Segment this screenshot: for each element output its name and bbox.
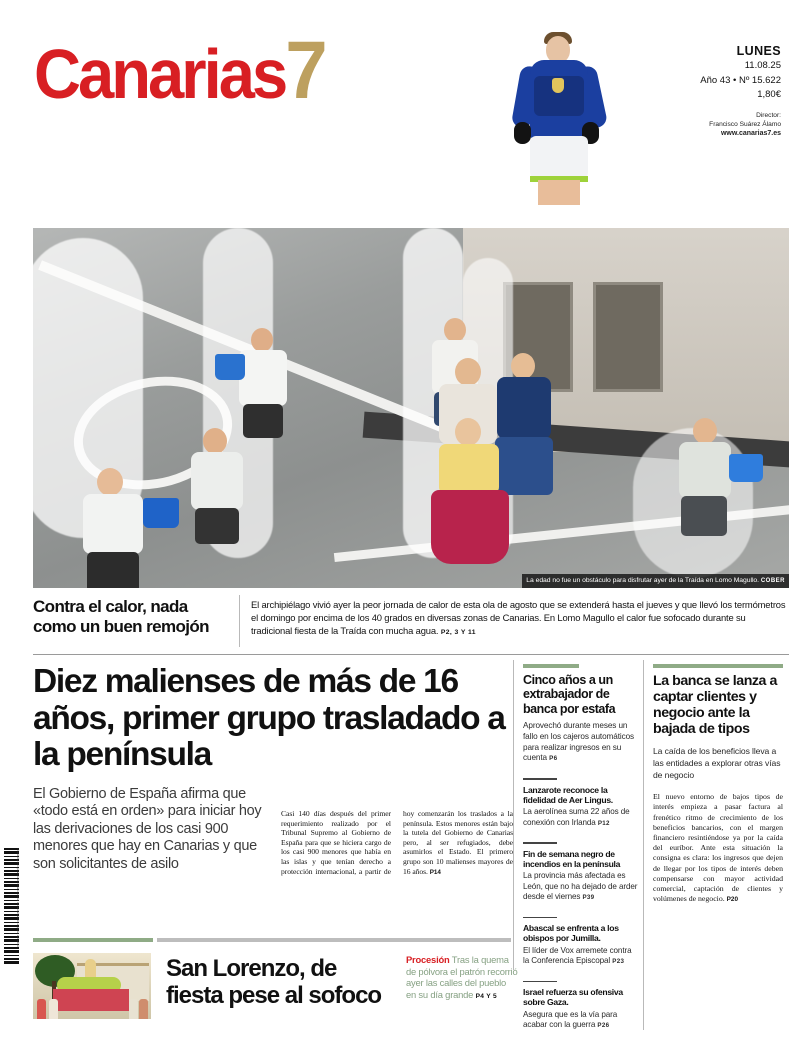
brief-page-ref: P26 (597, 1022, 610, 1030)
photo-person-shorts (681, 496, 727, 536)
col2-page-ref: P20 (726, 896, 738, 904)
lead-body (281, 809, 513, 877)
photo-person-shirt (439, 444, 499, 494)
brief-page-ref: P23 (612, 958, 625, 966)
brief-text (523, 807, 638, 829)
photo-person-skirt (495, 437, 553, 495)
gray-rule (157, 938, 511, 942)
lead-headline[interactable]: Diez malienses de más de 16 años, primer grupo trasladado a la península (33, 663, 505, 773)
bottom-kicker: Procesión (406, 954, 450, 965)
photo-caption (522, 574, 789, 588)
logo-seven: 7 (285, 25, 324, 116)
bottom-photo-person (37, 999, 46, 1019)
photo-summary-title[interactable]: Contra el calor, nada como un buen remojón (33, 597, 209, 636)
masthead-website[interactable]: www.canarias7.es (720, 129, 781, 137)
photo-person-head (251, 328, 273, 352)
player-head (546, 36, 570, 63)
masthead-issue: Año 43 • Nº 15.622 (700, 74, 781, 86)
photo-bucket (143, 498, 179, 528)
bottom-headline[interactable]: San Lorenzo, de fiesta pese al sofoco (166, 955, 382, 1009)
lead-page-ref: P14 (429, 868, 441, 876)
photo-person-head (511, 353, 535, 379)
summary-divider (239, 595, 240, 647)
bottom-photo-person (129, 999, 138, 1019)
main-rule (33, 654, 789, 655)
photo-water-splash (33, 238, 143, 538)
photo-person-head (455, 418, 481, 446)
photo-person-head (97, 468, 123, 496)
bottom-photo-person (49, 999, 58, 1019)
brief-rule (523, 778, 557, 780)
photo-person-shorts (243, 404, 283, 438)
col2-subhead: La caída de los beneficios lleva a las entidades a explorar otras vías de negocio (653, 746, 781, 780)
brief-title: Lanzarote reconoce la fidelidad de Aer Lingus. (523, 784, 613, 805)
summary-page-ref: P2, 3 Y 11 (440, 629, 476, 637)
summary-text: El archipiélago vivió ayer la peor jornada de calor de esta ola de agosto que se extenderá hasta el jueves y que llevó los termómetros el domingo por encima de los 40 grados en diversas zonas de Canarias. En Lomo Magullo el calor fue sofocado durante su tradicional fiesta de la Traída con mucha agua. (251, 599, 786, 637)
brief-rule (523, 981, 557, 983)
brief-item[interactable] (523, 975, 638, 1032)
photo-person-shorts (195, 508, 239, 544)
photo-person-head (455, 358, 481, 386)
brief-title: Abascal se enfrenta a los obispos por Jumilla. (523, 923, 619, 944)
brief-rule (523, 917, 557, 919)
bottom-page-ref: P4 Y 5 (475, 992, 497, 1000)
column-divider-a (513, 660, 514, 970)
director-label: Director: (756, 111, 781, 119)
photo-person-shirt (239, 350, 287, 406)
sidebar-column-2 (653, 664, 783, 905)
brief-page-ref: P39 (582, 894, 595, 902)
photo-person-shorts (87, 552, 139, 588)
photo-person-shirt (497, 377, 551, 439)
masthead (0, 0, 799, 137)
brief-body: Asegura que es la vía para acabar con la guerra (523, 1009, 618, 1030)
brief-text (523, 871, 638, 904)
masthead-info (631, 44, 781, 138)
col1-headline[interactable]: Cinco años a un extrabajador de banca por estafa (523, 672, 616, 716)
logo[interactable] (34, 25, 324, 116)
brief-item[interactable] (523, 772, 638, 829)
photo-person-head (203, 428, 227, 454)
column-divider-b (643, 660, 644, 1030)
teaser-strip (0, 129, 799, 204)
photo-credit: COBER (760, 578, 785, 584)
green-rule (523, 664, 579, 668)
brief-title: Israel refuerza su ofensiva sobre Gaza. (523, 987, 623, 1008)
green-rule (653, 664, 783, 668)
green-rule (33, 938, 153, 942)
bottom-photo (33, 953, 151, 1019)
col2-body-text: El nuevo entorno de bajos tipos de interés empieza a pasar factura al frenético ritmo de crecimiento de los beneficios bancarios, con el margen financiero resintiéndose ya por la caída del euríbor. Ante esta situación la consigna es clara: los ingresos que dejen de llegar por los tipos de interés deben compensarse con mayor actividad comercial, captación de clientes y volúmenes de negocio. (653, 792, 783, 904)
photo-caption-text: La edad no fue un obstáculo para disfrutar ayer de la Traída en Lomo Magullo. (526, 577, 759, 584)
masthead-weekday: LUNES (736, 44, 781, 58)
photo-person-shirt (83, 494, 143, 554)
bottom-photo-procession-float (53, 989, 129, 1011)
brief-text (523, 1010, 638, 1032)
brief-body: La aerolínea suma 22 años de conexión con Irlanda (523, 807, 630, 827)
col2-body (653, 792, 783, 905)
brief-item[interactable] (523, 836, 638, 904)
photo-person-head (444, 318, 466, 342)
main-photo (33, 228, 789, 588)
bottom-note (406, 954, 518, 1002)
photo-garage-door (593, 282, 663, 392)
photo-summary-body (251, 598, 789, 640)
brief-body: La provincia más afectada es León, que no ha dejado de arder desde el viernes (523, 871, 638, 902)
bottom-photo-person (139, 999, 148, 1019)
brief-page-ref: P12 (597, 819, 610, 827)
lead-body-text: Casi 140 días después del primer requerimiento realizado por el Tribunal Supremo al Gobierno de España para que se hiciera cargo de los casi 900 menores que había en las islas y que tenían derecho a protección internacional, a partir de hoy comenzarán los traslados a la península. Estos menores están bajo la tutela del Gobierno de Canarias pero, al ser refugiados, debe asumirlos el Estado. El primero grupo son 10 malienses mayores de 16 años. (281, 809, 513, 876)
photo-person-shirt (191, 452, 243, 510)
legal-vertical-text: Prohibida su reproducción total o parcial sin autorización expresa del editor (16, 848, 20, 948)
photo-bucket (729, 454, 763, 482)
brief-body: El líder de Vox arremete contra la Conferencia Episcopal (523, 945, 632, 966)
photo-bucket (215, 354, 245, 380)
logo-wordmark: Canarias (34, 35, 286, 113)
brief-title: Fin de semana negro de incendios en la península (523, 848, 621, 869)
photo-summary-block (33, 597, 789, 647)
photo-person-shirt (679, 442, 731, 498)
photo-garage-door (503, 282, 573, 392)
masthead-price: 1,80€ (757, 89, 781, 100)
player-crest (552, 78, 564, 93)
bottom-note-text: Tras la quema de pólvora el patrón recorrió ayer las calles del pueblo en su día grande (406, 954, 518, 1000)
photo-person-head (693, 418, 717, 444)
brief-rule (523, 842, 557, 844)
photo-person-skirt (431, 490, 509, 564)
sidebar-column-1 (523, 664, 638, 1032)
col1-page-ref: P6 (549, 755, 558, 763)
lead-subheadline: El Gobierno de España afirma que «todo está en orden» para iniciar hoy las derivaciones de los casi 900 menores que hay en Canarias y que son solicitantes de asilo (33, 785, 262, 872)
brief-text (523, 946, 638, 968)
masthead-date: 11.08.25 (744, 60, 781, 71)
col1-subhead (523, 721, 638, 765)
bottom-story (33, 938, 518, 1009)
brief-item[interactable] (523, 911, 638, 968)
director-name: Francisco Suárez Álamo (709, 120, 781, 128)
col2-headline[interactable]: La banca se lanza a captar clientes y negocio ante la bajada de tipos (653, 672, 777, 738)
col1-subhead-text: Aprovechó durante meses un fallo en los cajeros automáticos para realizar ingresos en su cuenta (523, 721, 635, 763)
legal-strip (4, 848, 30, 1048)
lead-story (33, 663, 513, 876)
